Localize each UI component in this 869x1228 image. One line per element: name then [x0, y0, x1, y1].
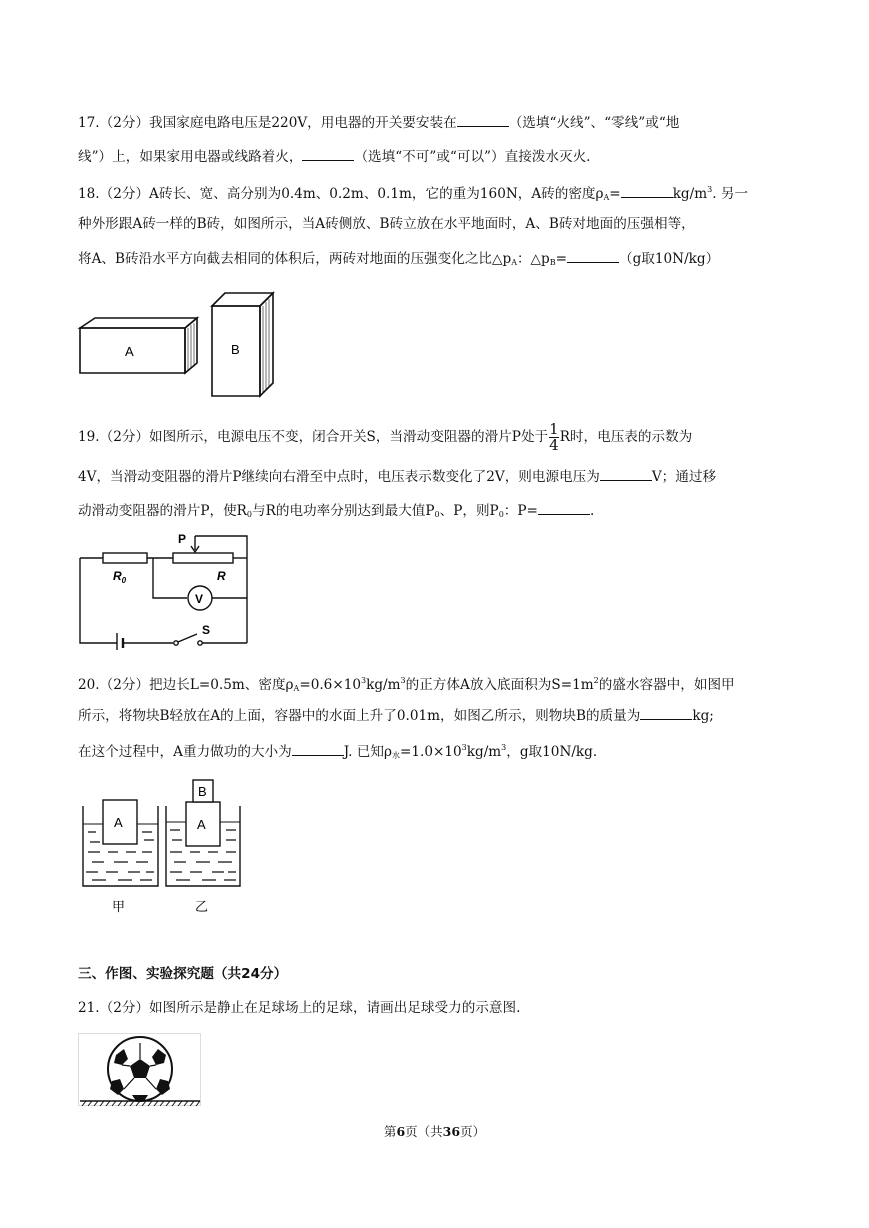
r-label: R [217, 569, 226, 583]
brick-a [80, 318, 197, 373]
q18-blank-1[interactable] [621, 183, 673, 198]
q19-circuit-figure [75, 528, 255, 650]
q20-blank-1[interactable] [640, 705, 692, 720]
q19-blank-2[interactable] [538, 500, 590, 515]
q19-blank-1[interactable] [600, 466, 652, 481]
resistor-r0 [103, 553, 147, 563]
voltmeter-label: V [195, 592, 204, 606]
page-footer: 第6页（共36页） [383, 1124, 486, 1139]
q17-blank-2[interactable] [302, 146, 354, 161]
slider-label-p: P [178, 532, 187, 546]
q17-blank-1[interactable] [457, 112, 509, 127]
q19-line3: 动滑动变阻器的滑片P，使$R_0$与R的电功率分别达到最大值$P_0$、P，则$P_0$：P= . [78, 500, 594, 525]
q21-soccer-ball-figure [78, 1033, 204, 1107]
section-3-heading: 三、作图、实验探究题（共24分） [78, 966, 288, 982]
q17-line1: 17.（2分）我国家庭电路电压是220V，用电器的开关要安装在 （选填“火线”、“零线”或“地 [78, 112, 679, 133]
brick-a-label: A [125, 344, 134, 359]
q18-line2: 种外形跟A砖一样的B砖，如图所示，当A砖侧放、B砖立放在水平地面时，A、B砖对地面的压强相等， [78, 216, 695, 232]
switch-label-s: S [202, 623, 211, 637]
q21-line1: 21.（2分）如图所示是静止在足球场上的足球，请画出足球受力的示意图. [78, 1000, 521, 1016]
q20-line3: 在这个过程中，A重力做功的大小为 J. 已知$\rho_水=1.0\times 10^3kg/m^3$，g取10N/kg. [78, 743, 598, 760]
one-quarter-fraction: $\frac{1}{4}$ [549, 420, 559, 454]
rheostat-r [173, 553, 233, 563]
r0-label: $R_0$ [113, 569, 127, 585]
cube-a-jia-label: A [114, 815, 123, 830]
q20-line1: 20.（2分）把边长L=0.5m、密度$\rho_A=0.6\times 10^3kg/m^3$的正方体A放入底面积为$S=1m^2$的盛水容器中，如图甲 [78, 676, 735, 693]
q20-blank-2[interactable] [292, 741, 344, 756]
cube-a-yi-label: A [197, 817, 206, 832]
brick-b-label: B [231, 342, 240, 357]
q20-containers-figure [78, 776, 248, 916]
block-b-label: B [198, 784, 207, 799]
q18-line3: 将A、B砖沿水平方向截去相同的体积后，两砖对地面的压强变化之比$\triangle p_A$：$\triangle p_B= (g$取10N/kg） [78, 248, 719, 273]
soccer-ball-icon [108, 1037, 172, 1101]
q18-line1: 18.（2分）A砖长、宽、高分别为0.4m、0.2m、0.1m，它的重为160N，A砖的密度$\rho_A= kg/m^3$. 另一 [78, 185, 749, 202]
q20-line2: 所示，将物块B轻放在A的上面，容器中的水面上升了0.01m，如图乙所示，则物块B的质量为 kg; [78, 705, 714, 726]
q17-line2: 线”）上，如果家用电器或线路着火， （选填“不可”或“可以”）直接泼水灭火. [78, 146, 590, 167]
page-number: 6 [396, 1124, 406, 1139]
q19-line1: 19.（2分）如图所示，电源电压不变，闭合开关S，当滑动变阻器的滑片P处于 $\frac{1}{4}$ R时，电压表的示数为 [78, 420, 693, 454]
label-yi: 乙 [195, 900, 209, 915]
q19-line2: 4V，当滑动变阻器的滑片P继续向右滑至中点时，电压表示数变化了2V，则电源电压为 V；通过移 [78, 466, 716, 487]
label-jia: 甲 [112, 900, 126, 915]
q18-bricks-figure [75, 288, 285, 403]
q18-blank-2[interactable] [567, 248, 619, 263]
total-pages: 36 [442, 1124, 461, 1139]
brick-b [212, 293, 273, 396]
